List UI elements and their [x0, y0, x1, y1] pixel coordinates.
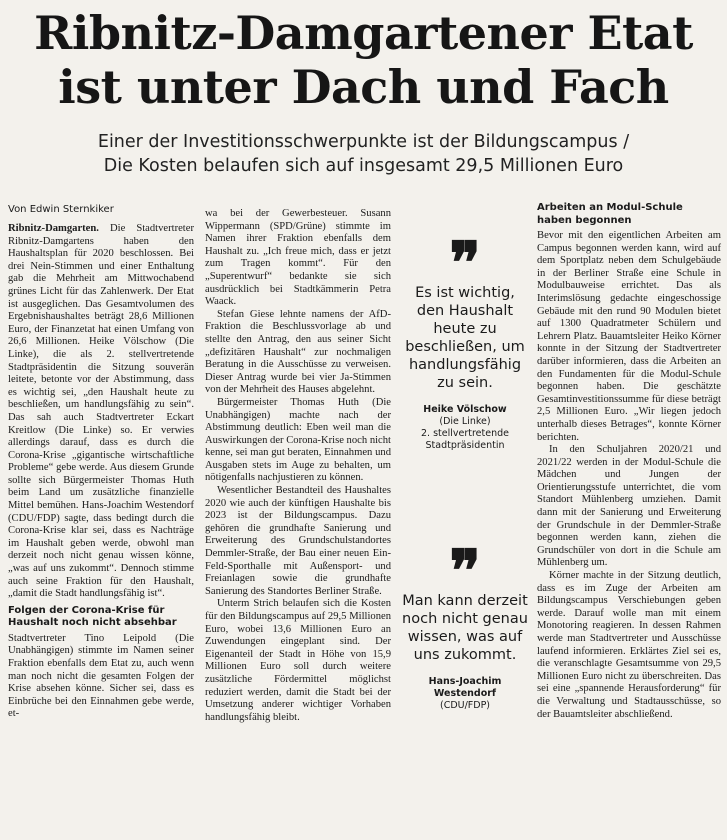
quote-mark-icon: ❞ [449, 229, 481, 297]
headline-line-2: ist unter Dach und Fach [58, 60, 669, 114]
quote-role: (CDU/FDP) [439, 700, 491, 711]
paragraph: Stefan Giese lehnte namens der AfD-Fraktion die Beschlussvorlage ab und stellte den Antrag, den aus seiner Sicht „defizitären Haushalt“ zur nochmaligen Beratung in die Ausschüsse zu verweisen. Dieser Antrag wurde bei vier Ja-Stimmen von der Mehrheit des Hauses abgelehnt. [205, 308, 391, 396]
article-column-2 [205, 208, 391, 724]
paragraph-text: Die Stadtvertreter Ribnitz-Damgartens haben den Haushaltsplan für 2020 beschlossen. Bei drei Nein-Stimmen und einer Enthaltung gab die Mehrheit am Mittwochabend grünes Licht für das Zahlenwerk. Der Etat ist ausgeglichen. Das Gesamtvolumen des Ergebnishaushaltes beträgt 28,6 Millionen Euro, der Finanzetat hat einen Umfang von 26,6 Millionen. Heike Völschow (Die Linke), die als 2. stellvertretende Stadtpräsidentin die Sitzung souverän leitete, betonte vor der Abstimmung, dass es wichtig sei, „den Haushalt heute zu beschließen, um handlungsfähig zu sein“. Das sah auch Stadtvertreter Eckart Kreitlow (Die Linke) so. Er verwies allerdings darauf, dass es durch die Corona-Krise „gigantische wirtschaftliche Probleme“ gebe werde. Aus diesem Grunde sollte sich Bürgermeister Thomas Huth beim Land um zusätzliche finanzielle Mittel bemühen. Hans-Joachim Westendorf (CDU/FDP) sagte, dass bedingt durch die Corona-Krise klar sei, dass es Nachträge im Haushalt geben werde, obwohl man derzeit noch nicht genau wissen könne, „was auf uns zukommt“. Dennoch stimme auch seine Fraktion für den Haushalt, „damit die Stadt handlungsfähig ist“. [8, 223, 194, 600]
paragraph: Wesentlicher Bestandteil des Haushaltes 2020 wie auch der künftigen Haushalte bis 2023 ist der Bildungscampus. Dazu gehören die grundhafte Sanierung und Erweiterung des Grundschulstandortes Demmler-Straße, der Bau einer neuen Ein-Feld-Sporthalle mit Außensport- und Freianlagen sowie die grundhafte Sanierung des Standortes Berliner Straße. [205, 485, 391, 597]
subheadline-line-2: Die Kosten belaufen sich auf insgesamt 29,5 Millionen Euro [103, 156, 624, 176]
paragraph: wa bei der Gewerbesteuer. Susann Wippermann (SPD/Grüne) stimmte im Namen ihrer Fraktion ebenfalls dem Haushalt zu. „Ich freue mich, dass er jetzt zum Tragen kommt“. Für den „Superentwurf“ bedankte sie sich ausdrücklich bei Stadtkämmerin Petra Waack. [205, 208, 391, 308]
quote-mark-icon: ❞ [449, 537, 481, 605]
section-heading: Folgen der Corona-Krise für Haushalt noch nicht absehbar [8, 604, 177, 629]
quote-author: Heike Völschow [423, 404, 507, 415]
quote-role: 2. stellvertretende [421, 428, 509, 439]
paragraph: Unterm Strich belaufen sich die Kosten für den Bildungscampus auf 29,5 Millionen Euro, wobei 13,6 Millionen Euro an Zuwendungen eingeplant sind. Der Eigenanteil der Stadt in Höhe von 15,9 Millionen Euro soll durch weitere zusätzliche Fördermittel möglichst reduziert werden, damit die Stadt bei der Umsetzung anderer wichtiger Vorhaben handlungsfähig bleibt. [205, 598, 391, 723]
pull-quote [400, 229, 530, 452]
quote-role: Stadtpräsidentin [425, 440, 505, 451]
quote-text: Es ist wichtig, den Haushalt heute zu beschließen, um handlungsfähig zu sein. [405, 285, 525, 391]
section-heading: Arbeiten an Modul-Schule haben begonnen [537, 202, 683, 226]
paragraph [8, 223, 194, 601]
dateline: Ribnitz-Damgarten. [8, 223, 99, 234]
quote-role: (Die Linke) [439, 416, 491, 427]
paragraph: In den Schuljahren 2020/21 und 2021/22 werden in der Modul-Schule die Mädchen und Jungen der Orientierungsstufe unterrichtet, die vom Standort Mühlenberg umziehen. Damit dann mit der Sanierung und Erweiterung der Grundschule in der Demmler-Straße begonnen werden kann, ziehen die Grundschüler von dort in die Schule am Mühlenberg um. [537, 444, 721, 569]
byline: Von Edwin Sternkiker [8, 204, 114, 215]
headline-line-1: Ribnitz-Damgartener Etat [34, 6, 693, 60]
paragraph: Bevor mit den eigentlichen Arbeiten am Campus begonnen werden kann, wird auf dem Sportplatz neben dem Schulgebäude in der Berliner Straße eine Schule in Modulbauweise errichtet. Das als Interimslösung gedachte eingeschossige Gebäude mit den rund 90 Modulen bietet auf 1300 Quadratmeter Schülern und Lehrern Platz. Bauamtsleiter Heiko Körner konnte in der Sitzung der Stadtvertreter darüber informieren, dass die Arbeiten an den Fundamenten für die Modul-Schule begonnen haben. Die geschätzte Gesamtinvestitionssumme für diese beträgt 2,5 Millionen Euro. „Wir liegen jedoch unterhalb dieses Betrages“, konnte Körner berichten. [537, 230, 721, 443]
paragraph: Stadtvertreter Tino Leipold (Die Unabhängigen) stimmte im Namen seiner Fraktion ebenfalls dem Etat zu, auch wenn man noch nicht die gesamten Folgen der Krise absehen könne. Sicher sei, dass es Einbrüche bei den Einnahmen gebe werde, et- [8, 632, 194, 720]
article-column-1 [8, 203, 194, 721]
pull-quote [400, 537, 530, 712]
quote-author: Hans-Joachim Westendorf [428, 676, 502, 699]
paragraph: Bürgermeister Thomas Huth (Die Unabhängigen) machte nach der Abstimmung deutlich: Eben weil man die Auswirkungen der Corona-Krise noch nicht kenne, sei man gut beraten, Einnahmen und Ausgaben stets im Auge zu behalten, um nötigenfalls nachjustieren zu können. [205, 396, 391, 484]
headline [0, 6, 727, 114]
paragraph: Körner machte in der Sitzung deutlich, dass es im Zuge der Arbeiten am Bildungscampus Verschiebungen geben werde. Darauf wolle man mit einem Monotoring reagieren. In dessen Rahmen werde man Stadtvertreter und Ausschüsse laufend informieren. Erklärtes Ziel sei es, die veranschlagte Gesamtsumme von 29,5 Millionen Euro nicht zu überschreiten. Das sei eine „spannende Herausforderung“ für die Verwaltung und Stadtausschüsse, so der Bauamtsleiter abschließend. [537, 570, 721, 720]
subheadline [0, 130, 727, 178]
article-column-4 [537, 202, 721, 721]
subheadline-line-1: Einer der Investitionsschwerpunkte ist der Bildungscampus / [97, 132, 630, 152]
quote-text: Man kann derzeit noch nicht genau wissen, was auf uns zukommt. [402, 593, 528, 663]
